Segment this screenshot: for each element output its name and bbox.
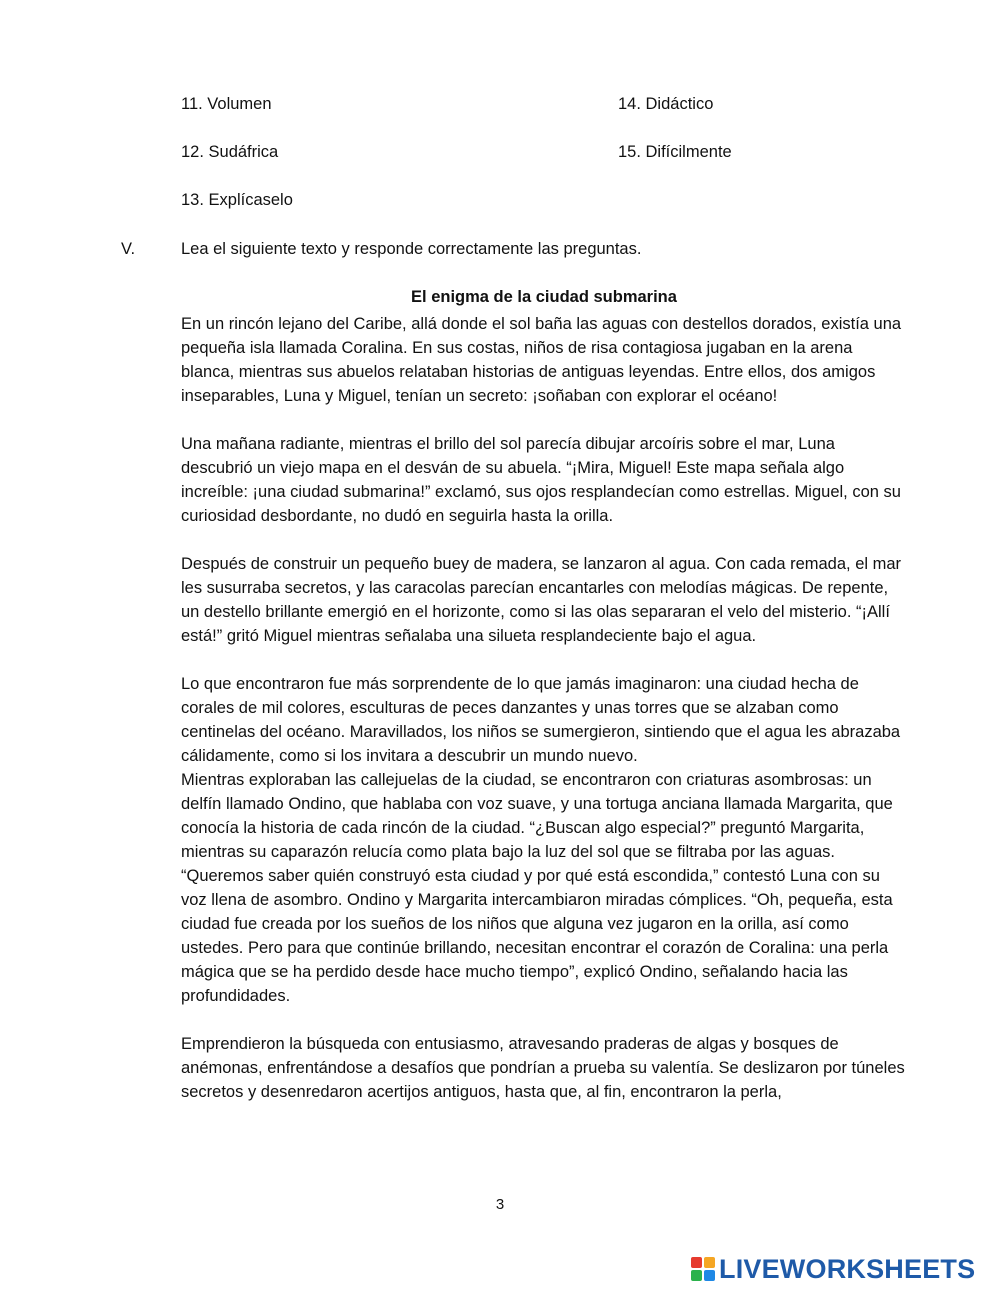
vocab-item-11: 11. Volumen [181, 95, 272, 113]
logo-square-yellow [704, 1257, 715, 1268]
story-paragraph-2: Una mañana radiante, mientras el brillo del sol parecía dibujar arcoíris sobre el mar, Luna descubrió un viejo mapa en el desván de su abuela. “¡Mira, Miguel! Este mapa señala algo increíble: ¡una ciudad submarina!” exclamó, sus ojos resplandecían como estrellas. Miguel, con su curiosidad desbordante, no dudó en seguirla hasta la orilla. [181, 435, 901, 525]
story-title: El enigma de la ciudad submarina [411, 288, 677, 306]
story-body [181, 312, 909, 1104]
story-paragraph-6: “Queremos saber quién construyó esta ciudad y por qué está escondida,” contestó Luna con su voz llena de asombro. Ondino y Margarita intercambiaron miradas cómplices. “Oh, pequeña, esta ciudad fue creada por los sueños de los niños que alguna vez jugaron en la orilla, así como ustedes. Pero para que continúe brillando, necesitan encontrar el corazón de Coralina: una perla mágica que se ha perdido desde hace mucho tiempo”, explicó Ondino, señalando hacia las profundidades. [181, 867, 893, 1005]
logo-wordmark: LIVEWORKSHEETS [719, 1253, 976, 1284]
story-paragraph-1: En un rincón lejano del Caribe, allá donde el sol baña las aguas con destellos dorados, existía una pequeña isla llamada Coralina. En sus costas, niños de risa contagiosa jugaban en la arena blanca, mientras sus abuelos relataban historias de antiguas leyendas. Entre ellos, dos amigos inseparables, Luna y Miguel, tenían un secreto: ¡soñaban con explorar el océano! [181, 315, 902, 405]
page-number: 3 [495, 1196, 505, 1213]
vocab-item-15: 15. Difícilmente [618, 143, 732, 161]
story-paragraph-5: Mientras exploraban las callejuelas de la ciudad, se encontraron con criaturas asombrosas: un delfín llamado Ondino, que hablaba con voz suave, y una tortuga anciana llamada Margarita, que conocía la historia de cada rincón de la ciudad. “¿Buscan algo especial?” preguntó Margarita, mientras su caparazón relucía como plata bajo la luz del sol que se filtraba por las aguas. [181, 771, 893, 861]
story-paragraph-4: Lo que encontraron fue más sorprendente de lo que jamás imaginaron: una ciudad hecha de corales de mil colores, esculturas de peces danzantes y unas torres que se alzaban como centinelas del océano. Maravillados, los niños se sumergieron, sintiendo que el agua les abrazaba cálidamente, como si los invitara a descubrir un mundo nuevo. [181, 675, 901, 765]
liveworksheets-logo [691, 1252, 991, 1286]
section-number: V. [121, 240, 136, 258]
section-instruction: Lea el siguiente texto y responde correctamente las preguntas. [181, 240, 642, 258]
story-paragraph-3: Después de construir un pequeño buey de madera, se lanzaron al agua. Con cada remada, el mar les susurraba secretos, y las caracolas parecían encantarles con melodías mágicas. De repente, un destello brillante emergió en el horizonte, como si las olas separaran el velo del misterio. “¡Allí está!” gritó Miguel mientras señalaba una silueta resplandeciente bajo el agua. [181, 555, 902, 645]
logo-square-red [691, 1257, 702, 1268]
vocab-item-12: 12. Sudáfrica [181, 143, 279, 161]
logo-square-blue [704, 1270, 715, 1281]
vocab-item-14: 14. Didáctico [618, 95, 714, 113]
logo-icon [691, 1257, 715, 1281]
vocab-item-13: 13. Explícaselo [181, 191, 293, 209]
logo-square-green [691, 1270, 702, 1281]
story-paragraph-7: Emprendieron la búsqueda con entusiasmo, atravesando praderas de algas y bosques de anémonas, enfrentándose a desafíos que pondrían a prueba su valentía. Se deslizaron por túneles secretos y desenredaron acertijos antiguos, hasta que, al fin, encontraron la perla, [181, 1035, 905, 1101]
